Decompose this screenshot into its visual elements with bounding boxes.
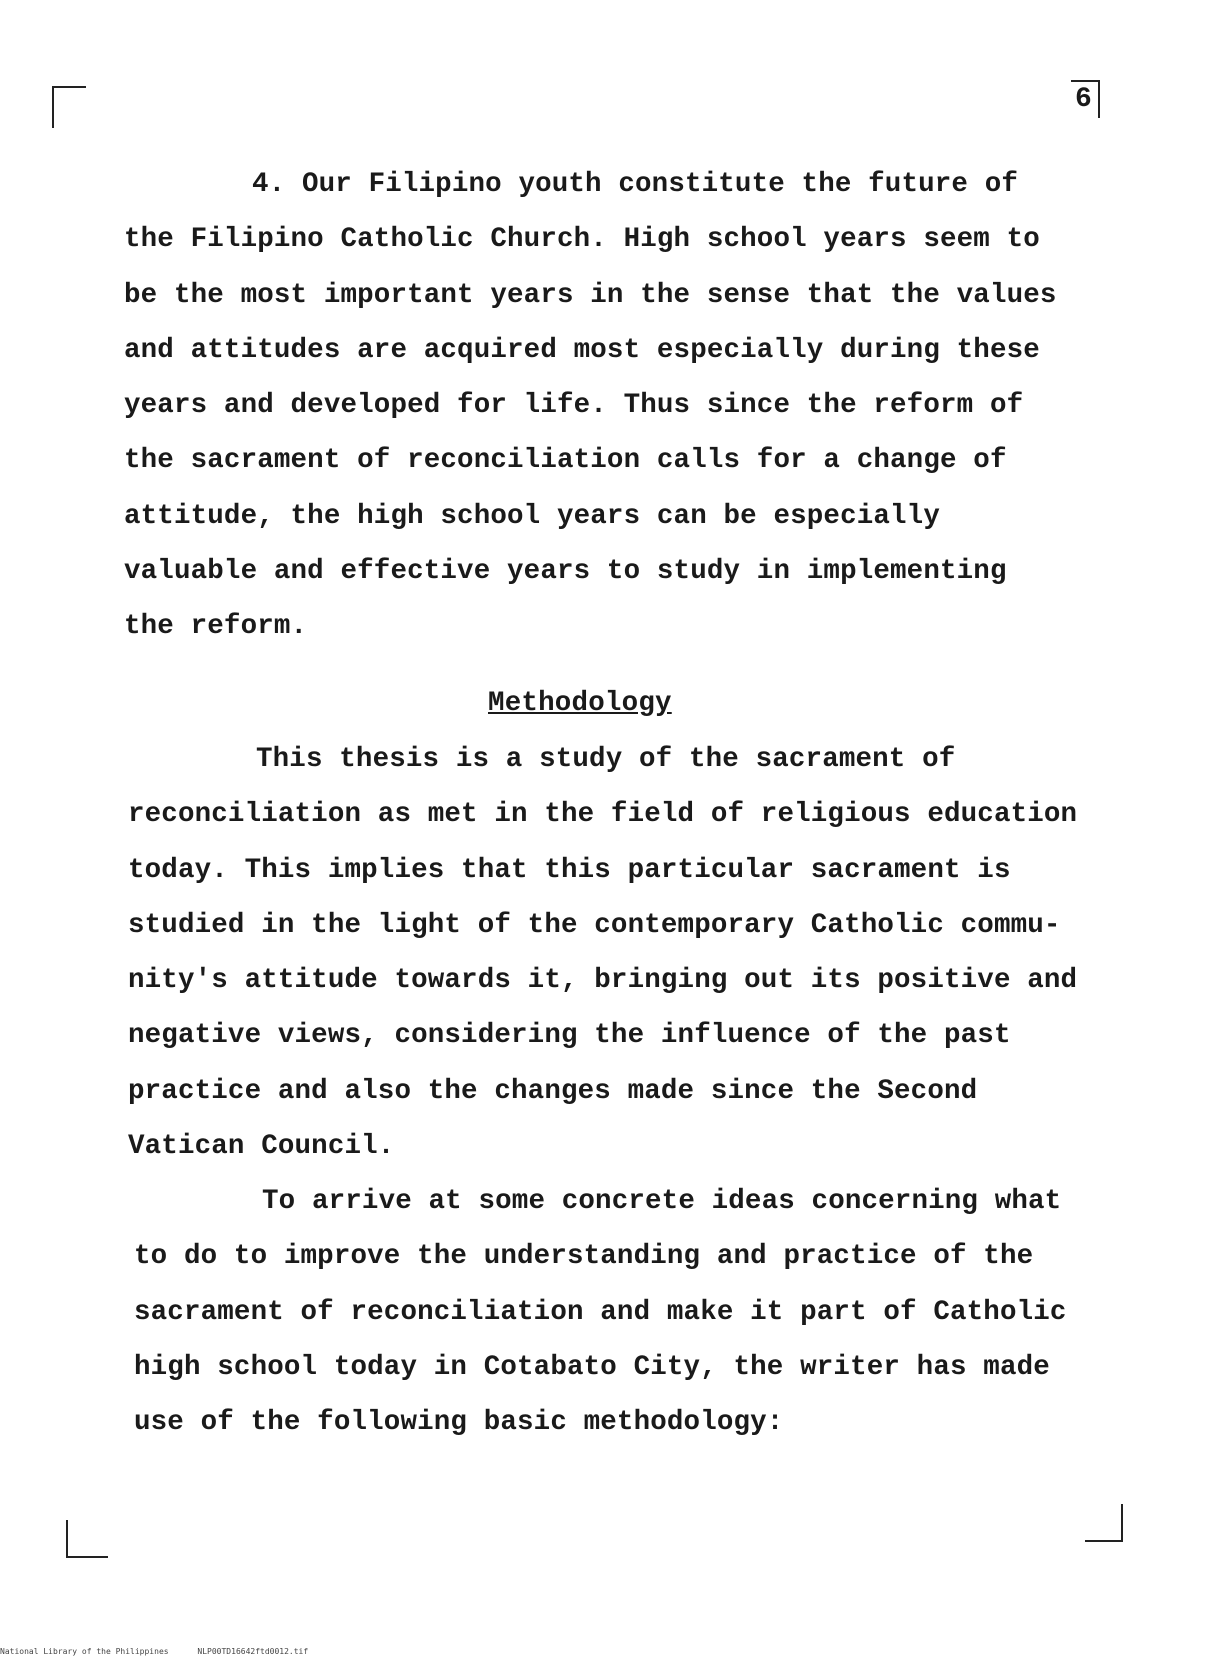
crop-mark-bottom-right [1085,1504,1123,1542]
footer-filename: NLP00TD16642ftd0012.tif [197,1647,309,1656]
crop-mark-top-left [52,86,86,128]
paragraph-line: To arrive at some concrete ideas concerning what [262,1186,1062,1217]
paragraph-line: sacrament of reconciliation and make it part of Catholic [134,1296,1067,1328]
page-number: 6 [1071,80,1100,118]
paragraph-line: practice and also the changes made since the Second [128,1075,978,1107]
crop-mark-bottom-left [66,1520,108,1558]
paragraph-line: 4. Our Filipino youth constitute the future of [252,169,1019,200]
paragraph-line: valuable and effective years to study in implementing [124,556,1007,588]
paragraph-line: use of the following basic methodology: [134,1407,784,1439]
paragraph-youth [124,157,1084,655]
paragraph-line: studied in the light of the contemporary Catholic commu- [128,909,1061,941]
paragraph-line: nity's attitude towards it, bringing out its positive and [128,965,1078,997]
paragraph-line: negative views, considering the influence of the past [128,1020,1011,1052]
paragraph-line: the sacrament of reconciliation calls for a change of [124,445,1007,477]
paragraph-thesis-study [128,732,1088,1174]
paragraph-line: be the most important years in the sense that the values [124,279,1057,311]
paragraph-line: high school today in Cotabato City, the writer has made [134,1351,1050,1383]
paragraph-line: and attitudes are acquired most especially during these [124,334,1040,366]
paragraph-line: reconciliation as met in the field of religious education [128,799,1078,831]
footer-library: National Library of the Philippines [0,1647,169,1656]
paragraph-methodology-intro [134,1174,1094,1450]
paragraph-line: to do to improve the understanding and practice of the [134,1241,1034,1273]
paragraph-line: the reform. [124,611,308,643]
paragraph-line: years and developed for life. Thus since the reform of [124,390,1024,422]
paragraph-line: This thesis is a study of the sacrament of [256,744,956,775]
paragraph-line: the Filipino Catholic Church. High school years seem to [124,224,1040,256]
paragraph-line: attitude, the high school years can be especially [124,500,940,532]
section-heading-methodology: Methodology [488,688,672,719]
paragraph-line: today. This implies that this particular sacrament is [128,854,1011,886]
scan-footer [0,1647,332,1656]
paragraph-line: Vatican Council. [128,1131,395,1163]
